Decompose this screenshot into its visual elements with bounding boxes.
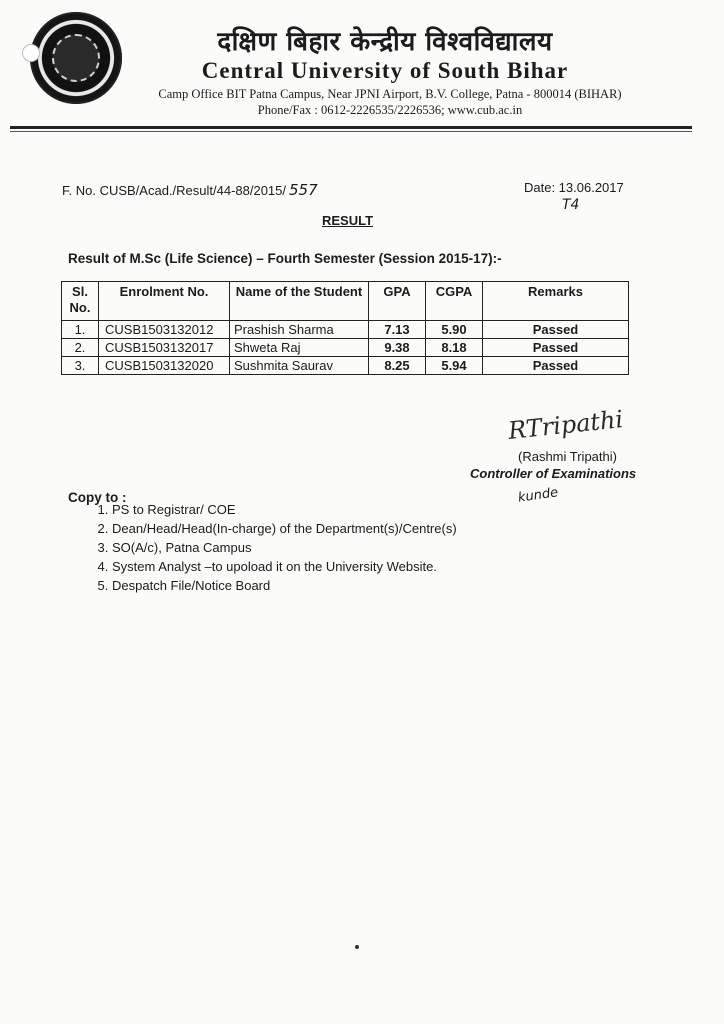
results-table	[61, 281, 629, 375]
cell-remarks: Passed	[483, 339, 629, 357]
list-item: 3. SO(A/c), Patna Campus	[112, 538, 457, 557]
header-cgpa: CGPA	[426, 282, 483, 321]
cell-cgpa: 5.90	[426, 321, 483, 339]
list-item: 4. System Analyst –to upoload it on the University Website.	[112, 557, 457, 576]
cell-cgpa: 5.94	[426, 357, 483, 375]
handwritten-initial: T4	[562, 197, 580, 213]
cell-sl-no: 3.	[62, 357, 99, 375]
document-date: Date: 13.06.2017	[524, 180, 624, 195]
cell-gpa: 9.38	[369, 339, 426, 357]
table-row	[62, 357, 629, 375]
header-gpa: GPA	[369, 282, 426, 321]
signatory-designation: Controller of Examinations	[470, 466, 637, 481]
file-number-text: F. No. CUSB/Acad./Result/44-88/2015/	[62, 183, 287, 198]
cell-enrolment-no: CUSB1503132012	[99, 321, 230, 339]
file-number-handwritten: 557	[289, 181, 318, 199]
header-student-name: Name of the Student	[230, 282, 369, 321]
result-subtitle: Result of M.Sc (Life Science) – Fourth Semester (Session 2015-17):-	[68, 251, 502, 266]
cell-enrolment-no: CUSB1503132020	[99, 357, 230, 375]
header-divider	[10, 126, 692, 129]
university-name-hindi: दक्षिण बिहार केन्द्रीय विश्वविद्यालय	[217, 27, 553, 57]
cell-gpa: 8.25	[369, 357, 426, 375]
document-title: RESULT	[322, 213, 374, 228]
table-row	[62, 321, 629, 339]
cell-sl-no: 2.	[62, 339, 99, 357]
cell-enrolment-no: CUSB1503132017	[99, 339, 230, 357]
copy-to-list	[84, 500, 457, 595]
cell-student-name: Prashish Sharma	[230, 321, 369, 339]
header-divider-thin	[10, 131, 692, 132]
handwritten-signature: RTripathi	[506, 405, 625, 445]
cell-student-name: Sushmita Saurav	[230, 357, 369, 375]
cell-remarks: Passed	[483, 321, 629, 339]
file-number	[62, 181, 318, 199]
seal-inner-ring	[52, 34, 100, 82]
header-sl-no: Sl. No.	[62, 282, 99, 321]
punch-hole	[22, 44, 40, 62]
signatory-name: (Rashmi Tripathi)	[518, 449, 617, 464]
phone-fax-website: Phone/Fax : 0612-2226535/2226536; www.cub.ac.in	[257, 103, 523, 117]
list-item: 5. Despatch File/Notice Board	[112, 576, 457, 595]
list-item: 1. PS to Registrar/ COE	[112, 500, 457, 519]
table-header-row	[62, 282, 629, 321]
cell-cgpa: 8.18	[426, 339, 483, 357]
cell-sl-no: 1.	[62, 321, 99, 339]
copy-to-heading: Copy to :	[68, 490, 127, 505]
header-remarks: Remarks	[483, 282, 629, 321]
table-row	[62, 339, 629, 357]
university-name-english: Central University of South Bihar	[201, 58, 569, 83]
cell-student-name: Shweta Raj	[230, 339, 369, 357]
scan-speck	[355, 945, 359, 949]
cell-remarks: Passed	[483, 357, 629, 375]
header-enrolment-no: Enrolment No.	[99, 282, 230, 321]
university-seal-icon	[30, 12, 122, 104]
handwritten-initial-2: kunde	[517, 485, 560, 506]
cell-gpa: 7.13	[369, 321, 426, 339]
camp-office-address: Camp Office BIT Patna Campus, Near JPNI Airport, B.V. College, Patna - 800014 (BIHAR)	[158, 87, 622, 101]
list-item: 2. Dean/Head/Head(In-charge) of the Department(s)/Centre(s)	[112, 519, 457, 538]
